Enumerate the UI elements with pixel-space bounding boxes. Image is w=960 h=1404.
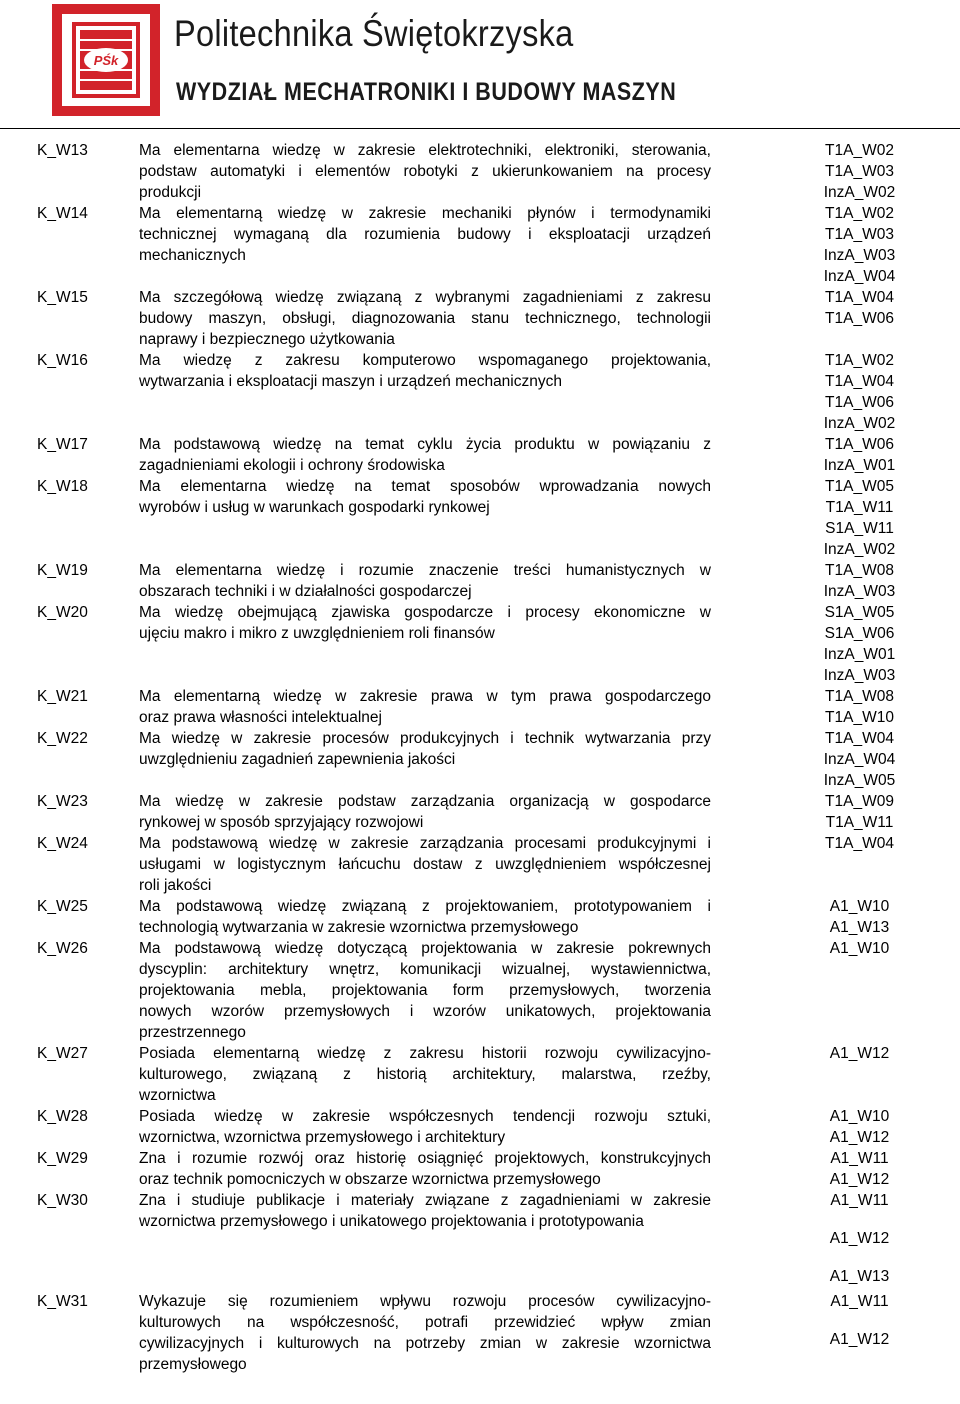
description-line: wzornictwa xyxy=(139,1087,216,1104)
reference-code: T1A_W11 xyxy=(825,814,894,831)
outcome-description xyxy=(105,434,711,476)
outcome-code: K_W19 xyxy=(37,562,88,579)
logo-text: PŚk xyxy=(93,53,119,68)
reference-code: T1A_W10 xyxy=(825,709,894,726)
table-row xyxy=(0,1043,960,1106)
outcome-description xyxy=(105,287,711,350)
outcome-references xyxy=(711,1190,960,1287)
description-line: Ma podstawową wiedzę w zakresie zarządzania procesami produkcyjnymi i xyxy=(139,835,711,852)
description-line: wzornictwa, wzornictwa przemysłowego i architektury xyxy=(139,1129,506,1146)
reference-code: A1_W11 xyxy=(830,1192,889,1209)
description-line: Ma wiedzę z zakresu komputerowo wspomaganego projektowania, xyxy=(139,352,711,369)
reference-code: T1A_W02 xyxy=(825,205,894,222)
description-line: oraz technik pomocniczych w obszarze wzornictwa przemysłowego xyxy=(139,1171,601,1188)
outcome-code: K_W15 xyxy=(37,289,88,306)
table-row xyxy=(0,1148,960,1190)
outcome-code: K_W18 xyxy=(37,478,88,495)
outcome-description xyxy=(105,1190,711,1287)
reference-code: T1A_W04 xyxy=(825,373,894,390)
table-row xyxy=(0,686,960,728)
description-line: naprawy i bezpiecznego użytkowania xyxy=(139,331,395,348)
table-row xyxy=(0,602,960,686)
outcome-code: K_W24 xyxy=(37,835,88,852)
description-line: technicznej wymaganą dla rozumienia budowy i eksploatacji urządzeń xyxy=(139,226,711,243)
outcome-code: K_W21 xyxy=(37,688,88,705)
description-line: podstaw automatyki i elementów robotyki z ukierunkowaniem na procesy xyxy=(139,163,711,180)
outcome-description xyxy=(105,203,711,287)
reference-code: InzA_W01 xyxy=(823,457,896,474)
outcome-description xyxy=(105,1043,711,1106)
reference-code: T1A_W03 xyxy=(825,226,894,243)
outcome-references xyxy=(711,140,960,203)
description-line: dyscyplin: architektury wnętrz, komunikacji wizualnej, wystawiennictwa, xyxy=(139,961,711,978)
outcome-references xyxy=(711,350,960,434)
outcome-description xyxy=(105,602,711,686)
outcome-description xyxy=(105,1291,711,1375)
reference-code: InzA_W05 xyxy=(823,772,896,789)
description-line: zagadnieniami ekologii i ochrony środowiska xyxy=(139,457,445,474)
reference-code: T1A_W04 xyxy=(825,730,894,747)
reference-code: T1A_W06 xyxy=(825,394,894,411)
table-row xyxy=(0,791,960,833)
table-row xyxy=(0,203,960,287)
outcome-references xyxy=(711,1148,960,1190)
outcome-description xyxy=(105,560,711,602)
reference-code: A1_W12 xyxy=(829,1171,890,1188)
reference-code: T1A_W05 xyxy=(825,478,894,495)
outcome-code: K_W25 xyxy=(37,898,88,915)
outcome-references xyxy=(711,602,960,686)
outcome-code: K_W31 xyxy=(37,1293,88,1310)
reference-code: A1_W10 xyxy=(829,898,890,915)
reference-code: A1_W12 xyxy=(829,1129,890,1146)
outcome-code: K_W28 xyxy=(37,1108,88,1125)
description-line: nowych wzorów przemysłowych i wzorów unikatowych, projektowania xyxy=(139,1003,711,1020)
university-name: Politechnika Świętokrzyska xyxy=(174,13,574,54)
description-line: przestrzennego xyxy=(139,1024,246,1041)
description-line: projektowania mebla, projektowania form przemysłowych, tworzenia xyxy=(139,982,711,999)
reference-code: T1A_W02 xyxy=(825,352,894,369)
description-line: Zna i studiuje publikacje i materiały związane z zagadnieniami w zakresie xyxy=(139,1192,711,1209)
outcome-references xyxy=(711,1106,960,1148)
description-line: technologią wytwarzania w zakresie wzornictwa przemysłowego xyxy=(139,919,579,936)
reference-code: InzA_W03 xyxy=(823,583,896,600)
description-line: Ma wiedzę obejmującą zjawiska gospodarcze i procesy ekonomiczne w xyxy=(139,604,711,621)
reference-code: T1A_W08 xyxy=(825,562,894,579)
outcome-references xyxy=(711,560,960,602)
outcome-description xyxy=(105,791,711,833)
table-row xyxy=(0,896,960,938)
description-line: ujęciu makro i mikro z uwzględnieniem roli finansów xyxy=(139,625,495,642)
outcome-code: K_W30 xyxy=(37,1192,88,1209)
reference-code: A1_W12 xyxy=(829,1230,890,1247)
outcome-description xyxy=(105,938,711,1043)
outcome-description xyxy=(105,1106,711,1148)
outcome-references xyxy=(711,287,960,350)
reference-code: T1A_W03 xyxy=(825,163,894,180)
outcome-code: K_W22 xyxy=(37,730,88,747)
learning-outcomes-table xyxy=(0,140,960,1375)
description-line: Zna i rozumie rozwój oraz historię osiągnięć projektowych, konstrukcyjnych xyxy=(139,1150,711,1167)
table-row xyxy=(0,560,960,602)
outcome-description xyxy=(105,476,711,560)
reference-code: InzA_W04 xyxy=(823,268,896,285)
outcome-references xyxy=(711,203,960,287)
table-row xyxy=(0,938,960,1043)
table-row xyxy=(0,1291,960,1375)
description-line: Ma elementarna wiedzę na temat sposobów wprowadzania nowych xyxy=(139,478,711,495)
reference-code: S1A_W11 xyxy=(825,520,894,537)
table-row xyxy=(0,1190,960,1287)
description-line: Ma podstawową wiedzę na temat cyklu życia produktu w powiązaniu z xyxy=(139,436,711,453)
outcome-references xyxy=(711,791,960,833)
outcome-description xyxy=(105,1148,711,1190)
outcome-references xyxy=(711,1043,960,1106)
description-line: rynkowej w sposób sprzyjający rozwojowi xyxy=(139,814,424,831)
description-line: Ma wiedzę w zakresie procesów produkcyjnych i technik wytwarzania przy xyxy=(139,730,711,747)
outcome-references xyxy=(711,434,960,476)
reference-code: InzA_W02 xyxy=(823,541,896,558)
reference-code: A1_W12 xyxy=(829,1331,890,1348)
description-line: Ma podstawową wiedzę związaną z projektowaniem, prototypowaniem i xyxy=(139,898,711,915)
table-row xyxy=(0,287,960,350)
reference-code: A1_W11 xyxy=(830,1150,889,1167)
description-line: mechanicznych xyxy=(139,247,246,264)
table-row xyxy=(0,728,960,791)
description-line: Ma elementarna wiedzę w zakresie elektrotechniki, elektroniki, sterowania, xyxy=(139,142,711,159)
reference-code: T1A_W06 xyxy=(825,436,894,453)
description-line: Ma elementarną wiedzę w zakresie mechaniki płynów i termodynamiki xyxy=(139,205,711,222)
reference-code: A1_W11 xyxy=(830,1293,889,1310)
description-line: obszarach techniki i w działalności gospodarczej xyxy=(139,583,472,600)
outcome-code: K_W23 xyxy=(37,793,88,810)
reference-code: InzA_W03 xyxy=(823,667,896,684)
reference-code: A1_W10 xyxy=(829,1108,890,1125)
outcome-description xyxy=(105,728,711,791)
reference-code: T1A_W11 xyxy=(825,499,894,516)
outcome-description xyxy=(105,350,711,434)
description-line: Wykazuje się rozumieniem wpływu rozwoju procesów cywilizacyjno- xyxy=(139,1293,711,1310)
reference-code: T1A_W06 xyxy=(825,310,894,327)
description-line: oraz prawa własności intelektualnej xyxy=(139,709,382,726)
description-line: przemysłowego xyxy=(139,1356,247,1373)
page-header xyxy=(0,0,960,120)
reference-code: A1_W10 xyxy=(829,940,890,957)
reference-code: T1A_W02 xyxy=(825,142,894,159)
outcome-code: K_W29 xyxy=(37,1150,88,1167)
description-line: kulturowego, związaną z historią architektury, malarstwa, rzeźby, xyxy=(139,1066,711,1083)
description-line: Ma podstawową wiedzę dotyczącą projektowania w zakresie pokrewnych xyxy=(139,940,711,957)
reference-code: T1A_W04 xyxy=(825,835,894,852)
outcome-code: K_W26 xyxy=(37,940,88,957)
outcome-code: K_W16 xyxy=(37,352,88,369)
description-line: wytwarzania i eksploatacji maszyn i urządzeń mechanicznych xyxy=(139,373,562,390)
reference-code: InzA_W02 xyxy=(823,184,896,201)
description-line: Ma elementarna wiedzę i rozumie znaczenie treści humanistycznych w xyxy=(139,562,711,579)
description-line: wyrobów i usług w warunkach gospodarki rynkowej xyxy=(139,499,490,516)
outcome-code: K_W20 xyxy=(37,604,88,621)
table-row xyxy=(0,434,960,476)
outcome-references xyxy=(711,896,960,938)
reference-code: InzA_W04 xyxy=(823,751,896,768)
header-divider xyxy=(0,128,960,129)
reference-code: S1A_W05 xyxy=(824,604,895,621)
reference-code: T1A_W04 xyxy=(825,289,894,306)
description-line: cywilizacyjnych i kulturowych na potrzeby zmian w zakresie wzornictwa xyxy=(139,1335,711,1352)
outcome-references xyxy=(711,686,960,728)
table-row xyxy=(0,476,960,560)
description-line: budowy maszyn, obsługi, diagnozowania stanu technicznego, technologii xyxy=(139,310,711,327)
table-row xyxy=(0,350,960,434)
description-line: Ma wiedzę w zakresie podstaw zarządzania organizacją w gospodarce xyxy=(139,793,711,810)
description-line: uwzględnieniu zagadnień zapewnienia jakości xyxy=(139,751,456,768)
description-line: Ma szczegółową wiedzę związaną z wybranymi zagadnieniami z zakresu xyxy=(139,289,711,306)
outcome-references xyxy=(711,476,960,560)
outcome-description xyxy=(105,140,711,203)
description-line: Ma elementarną wiedzę w zakresie prawa w tym prawa gospodarczego xyxy=(139,688,711,705)
description-line: produkcji xyxy=(139,184,202,201)
outcome-code: K_W27 xyxy=(37,1045,88,1062)
reference-code: T1A_W08 xyxy=(825,688,894,705)
reference-code: InzA_W03 xyxy=(823,247,896,264)
outcome-code: K_W17 xyxy=(37,436,88,453)
reference-code: T1A_W09 xyxy=(825,793,894,810)
table-row xyxy=(0,833,960,896)
outcome-code: K_W14 xyxy=(37,205,88,222)
description-line: kulturowych na współczesność, potrafi przewidzieć wpływ zmian xyxy=(139,1314,711,1331)
description-line: wzornictwa przemysłowego i unikatowego projektowania i prototypowania xyxy=(139,1213,644,1230)
outcome-references xyxy=(711,833,960,896)
university-logo xyxy=(52,4,160,116)
outcome-code: K_W13 xyxy=(37,142,88,159)
description-line: roli jakości xyxy=(139,877,212,894)
description-line: usługami w logistycznym łańcuchu dostaw z uwzględnieniem współczesnej xyxy=(139,856,711,873)
outcome-references xyxy=(711,938,960,1043)
table-row xyxy=(0,1106,960,1148)
table-row xyxy=(0,140,960,203)
reference-code: InzA_W02 xyxy=(823,415,896,432)
description-line: Posiada elementarną wiedzę z zakresu historii rozwoju cywilizacyjno- xyxy=(139,1045,711,1062)
description-line: Posiada wiedzę w zakresie współczesnych tendencji rozwoju sztuki, xyxy=(139,1108,711,1125)
outcome-description xyxy=(105,896,711,938)
outcome-description xyxy=(105,833,711,896)
reference-code: A1_W12 xyxy=(829,1045,890,1062)
outcome-references xyxy=(711,1291,960,1375)
outcome-references xyxy=(711,728,960,791)
faculty-name: WYDZIAŁ MECHATRONIKI I BUDOWY MASZYN xyxy=(176,78,677,106)
outcome-description xyxy=(105,686,711,728)
reference-code: A1_W13 xyxy=(829,1268,890,1285)
reference-code: A1_W13 xyxy=(829,919,890,936)
reference-code: S1A_W06 xyxy=(824,625,895,642)
reference-code: InzA_W01 xyxy=(823,646,896,663)
